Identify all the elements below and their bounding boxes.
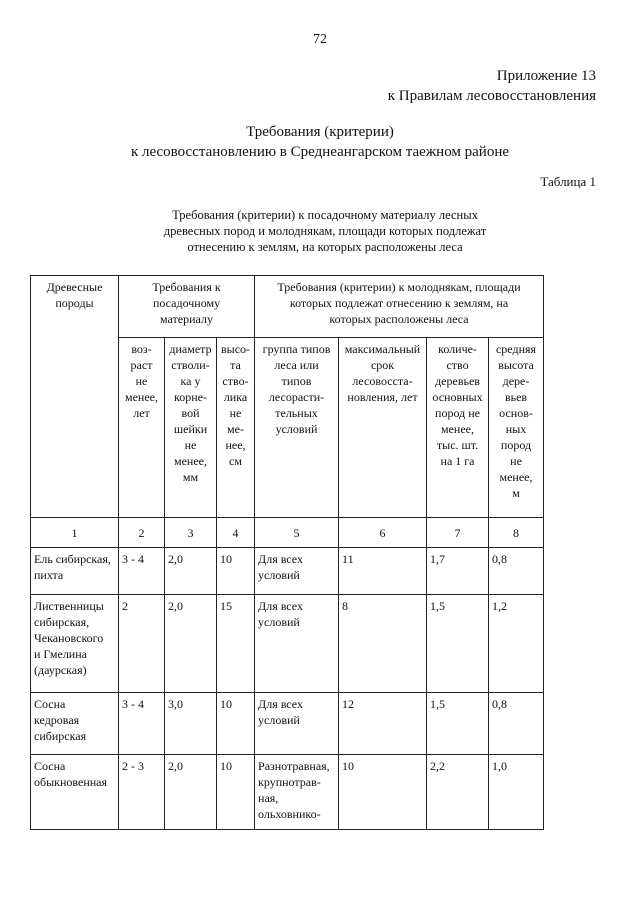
table-row	[31, 548, 544, 595]
cell-text-line: ная,	[258, 791, 279, 805]
cell-text-line: которых подлежат отнесению к землям, на	[289, 296, 509, 310]
species-cell	[31, 693, 119, 755]
column-number: 2	[119, 518, 165, 548]
cell-text-line: материалу	[160, 312, 213, 326]
cell-text-line: и Гмелина	[34, 647, 87, 661]
cell-text-line: вой	[181, 406, 200, 420]
cell-text-line: пород	[500, 438, 532, 452]
period-cell: 12	[339, 693, 427, 755]
cell-text-line: ка у	[180, 374, 201, 388]
caption-line-1: Требования (критерии) к посадочному материалу лесных	[172, 208, 478, 222]
cell-text-line: средняя	[495, 342, 537, 356]
cell-text-line: см	[229, 454, 242, 468]
cell-text-line: менее,	[499, 470, 533, 484]
cell-text-line: не	[135, 374, 148, 388]
diameter-cell: 2,0	[165, 755, 217, 830]
cell-text-line: менее,	[174, 454, 207, 468]
cell-text-line: крупнотрав-	[258, 775, 321, 789]
cell-text-line: менее,	[441, 422, 475, 436]
cell-text-line: породы	[55, 296, 94, 310]
age-cell: 2	[119, 595, 165, 693]
page-number: 72	[313, 32, 327, 47]
header-young-stands	[255, 276, 544, 338]
cell-text-line: Для всех	[258, 552, 303, 566]
cell-text-line: леса или	[274, 358, 319, 372]
cell-text-line: шейки	[173, 422, 208, 436]
forest-type-cell	[255, 548, 339, 595]
cell-text-line: высота	[498, 358, 534, 372]
cell-text-line: тыс. шт.	[436, 438, 479, 452]
avg-height-cell: 1,2	[489, 595, 544, 693]
cell-text-line: срок	[370, 358, 395, 372]
cell-text-line: условий	[258, 713, 300, 727]
cell-text-line: деревьев	[435, 374, 480, 388]
avg-height-cell: 0,8	[489, 548, 544, 595]
cell-text-line: условий	[275, 422, 318, 436]
cell-text-line: не	[229, 406, 242, 420]
forest-type-cell	[255, 693, 339, 755]
cell-text-line: условий	[258, 568, 300, 582]
column-number: 7	[427, 518, 489, 548]
header-height	[217, 338, 255, 518]
header-diameter	[165, 338, 217, 518]
cell-text-line: сибирская	[34, 729, 87, 743]
column-number: 6	[339, 518, 427, 548]
cell-text-line: пород не	[435, 406, 480, 420]
cell-text-line: менее,	[125, 390, 158, 404]
species-cell	[31, 755, 119, 830]
cell-text-line: вьев	[504, 390, 528, 404]
tree-count-cell: 1,5	[427, 595, 489, 693]
forest-type-cell	[255, 595, 339, 693]
cell-text-line: не	[510, 454, 522, 468]
period-cell: 11	[339, 548, 427, 595]
cell-text-line: основ-	[499, 406, 533, 420]
column-number: 1	[31, 518, 119, 548]
cell-text-line: лесовосста-	[352, 374, 413, 388]
cell-text-line: не	[184, 438, 197, 452]
title-line-2: к лесовосстановлению в Среднеангарском таежном районе	[130, 144, 510, 160]
cell-text-line: м	[512, 486, 520, 500]
cell-text-line: условий	[258, 615, 300, 629]
cell-text-line: воз-	[131, 342, 152, 356]
age-cell: 3 - 4	[119, 693, 165, 755]
avg-height-cell: 0,8	[489, 693, 544, 755]
cell-text-line: типов	[281, 374, 312, 388]
header-max-period	[339, 338, 427, 518]
cell-text-line: посадочному	[152, 296, 221, 310]
diameter-cell: 3,0	[165, 693, 217, 755]
cell-text-line: мм	[182, 470, 199, 484]
diameter-cell: 2,0	[165, 595, 217, 693]
tree-count-cell: 1,7	[427, 548, 489, 595]
cell-text-line: Требования к	[152, 280, 221, 294]
cell-text-line: Чекановского	[34, 631, 104, 645]
cell-text-line: ных	[505, 422, 527, 436]
cell-text-line: группа типов	[262, 342, 331, 356]
cell-text-line: Требования (критерии) к молоднякам, площади	[277, 280, 521, 294]
table-row	[31, 595, 544, 693]
tree-count-cell: 2,2	[427, 755, 489, 830]
column-number: 4	[217, 518, 255, 548]
cell-text-line: кедровая	[34, 713, 80, 727]
header-forest-type	[255, 338, 339, 518]
cell-text-line: лет	[133, 406, 150, 420]
cell-text-line: Ель сибирская,	[34, 552, 111, 566]
height-cell: 10	[217, 548, 255, 595]
column-number: 8	[489, 518, 544, 548]
age-cell: 2 - 3	[119, 755, 165, 830]
cell-text-line: ольховнико-	[258, 807, 321, 821]
cell-text-line: корне-	[174, 390, 207, 404]
title-line-1: Требования (критерии)	[246, 124, 394, 140]
header-tree-count	[427, 338, 489, 518]
document-title	[0, 122, 640, 162]
cell-text-line: пихта	[34, 568, 64, 582]
species-cell	[31, 548, 119, 595]
appendix-heading	[388, 66, 596, 106]
height-cell: 10	[217, 755, 255, 830]
cell-text-line: на 1 га	[440, 454, 475, 468]
appendix-line-1: Приложение 13	[496, 68, 596, 84]
species-cell	[31, 595, 119, 693]
cell-text-line: Для всех	[258, 599, 303, 613]
cell-text-line: Разнотравная,	[258, 759, 330, 773]
table-caption	[150, 207, 500, 255]
header-avg-height	[489, 338, 544, 518]
cell-text-line: Сосна	[34, 697, 66, 711]
cell-text-line: которых расположены леса	[329, 312, 469, 326]
cell-text-line: (даурская)	[34, 663, 87, 677]
table-label: Таблица 1	[540, 174, 596, 189]
caption-line-3: отнесению к землям, на которых расположены леса	[187, 240, 463, 254]
cell-text-line: ме-	[227, 422, 244, 436]
column-number: 5	[255, 518, 339, 548]
period-cell: 10	[339, 755, 427, 830]
age-cell: 3 - 4	[119, 548, 165, 595]
period-cell: 8	[339, 595, 427, 693]
header-planting-material	[119, 276, 255, 338]
diameter-cell: 2,0	[165, 548, 217, 595]
cell-text-line: лика	[223, 390, 248, 404]
tree-count-cell: 1,5	[427, 693, 489, 755]
cell-text-line: сибирская,	[34, 615, 90, 629]
height-cell: 15	[217, 595, 255, 693]
cell-text-line: Сосна	[34, 759, 66, 773]
caption-line-2: древесных пород и молоднякам, площади которых подлежат	[163, 224, 487, 238]
cell-text-line: основных	[432, 390, 483, 404]
header-age	[119, 338, 165, 518]
cell-text-line: раст	[130, 358, 153, 372]
column-number: 3	[165, 518, 217, 548]
cell-text-line: количе-	[438, 342, 477, 356]
table-row	[31, 693, 544, 755]
height-cell: 10	[217, 693, 255, 755]
avg-height-cell: 1,0	[489, 755, 544, 830]
cell-text-line: обыкновенная	[34, 775, 108, 789]
cell-text-line: стволи-	[171, 358, 210, 372]
cell-text-line: Лиственницы	[34, 599, 104, 613]
header-species	[31, 276, 119, 518]
cell-text-line: ство-	[222, 374, 249, 388]
table-row	[31, 755, 544, 830]
cell-text-line: лесорасти-	[268, 390, 325, 404]
cell-text-line: новления, лет	[347, 390, 418, 404]
cell-text-line: та	[230, 358, 241, 372]
cell-text-line: Для всех	[258, 697, 303, 711]
cell-text-line: Древесные	[46, 280, 103, 294]
cell-text-line: высо-	[220, 342, 251, 356]
cell-text-line: нее,	[225, 438, 246, 452]
cell-text-line: дере-	[502, 374, 530, 388]
forest-type-cell	[255, 755, 339, 830]
cell-text-line: тельных	[275, 406, 318, 420]
cell-text-line: максимальный	[344, 342, 421, 356]
cell-text-line: диаметр	[169, 342, 212, 356]
cell-text-line: ство	[446, 358, 469, 372]
requirements-table	[30, 275, 544, 830]
appendix-line-2: к Правилам лесовосстановления	[387, 88, 596, 104]
